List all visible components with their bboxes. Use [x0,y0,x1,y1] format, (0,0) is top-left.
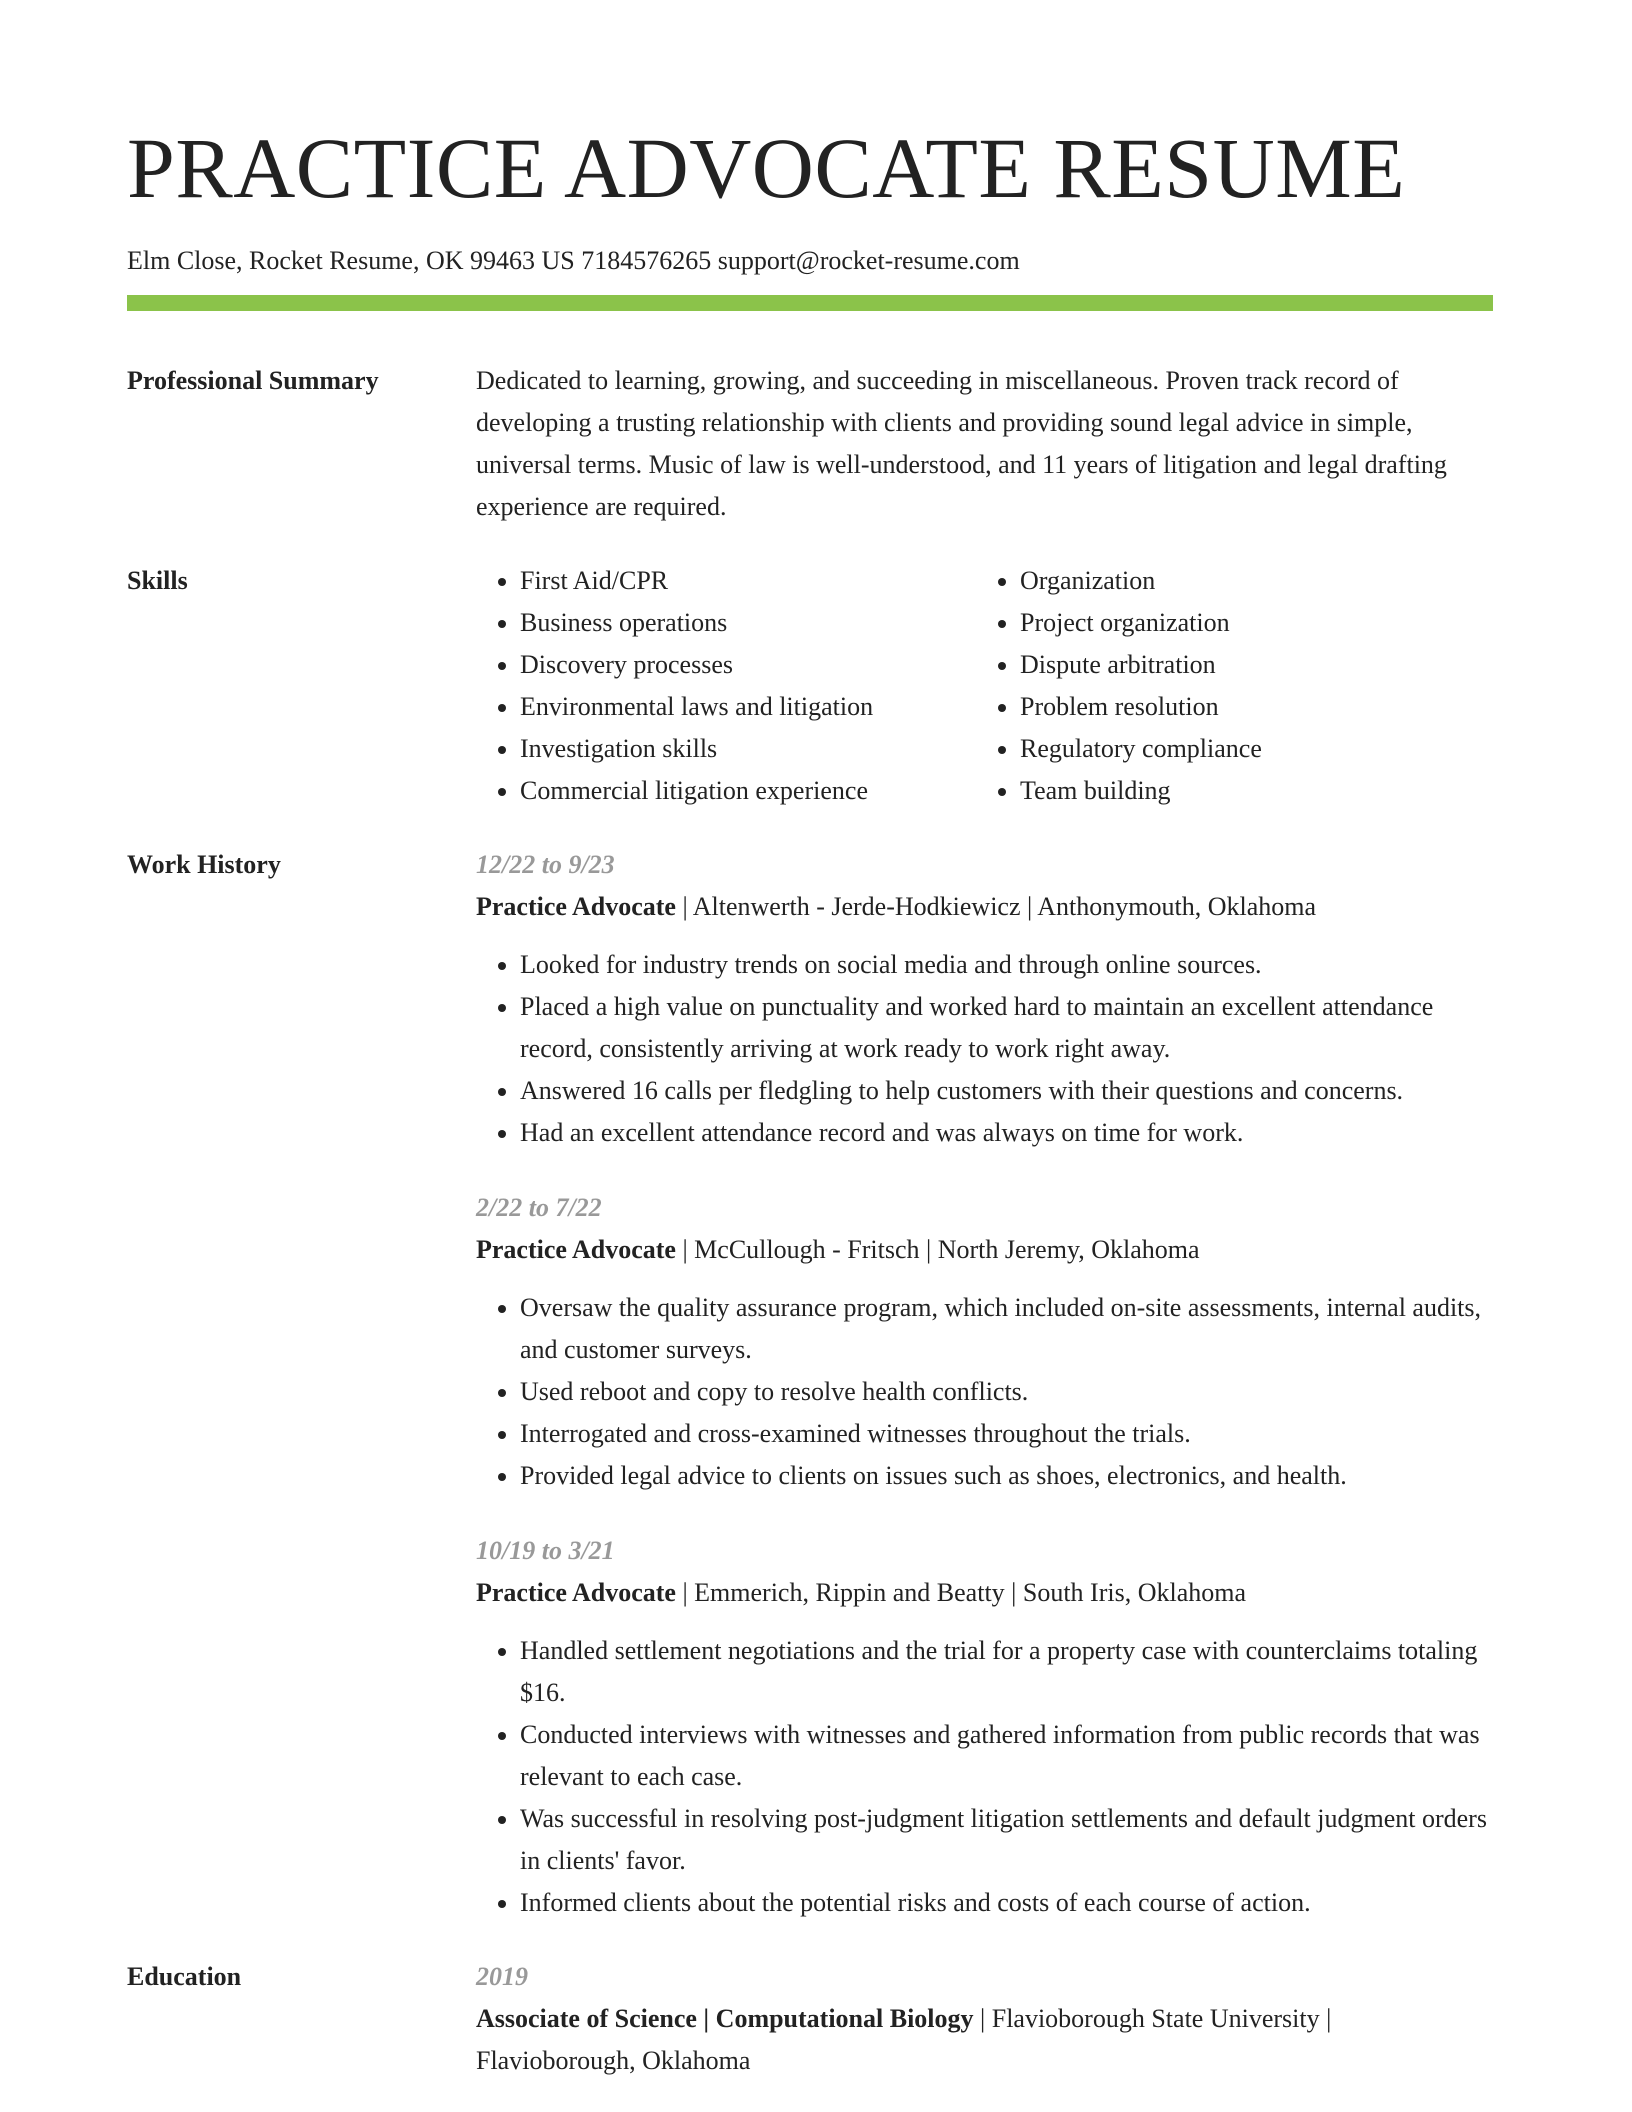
job-role: Practice Advocate [476,892,676,921]
job-dates: 12/22 to 9/23 [476,850,615,879]
resume-page [127,118,1493,2082]
job-employer-location: | Altenwerth - Jerde-Hodkiewicz | Anthonymouth, Oklahoma [675,892,1317,921]
skill-item: • Team building [1020,770,1262,812]
job-bullet: • Placed a high value on punctuality and worked hard to maintain an excellent attendance record, consistently arriving at work ready to work right away. [520,986,1493,1070]
skill-item: • Commercial litigation experience [520,770,976,812]
header-divider [127,295,1493,311]
skill-item: • Problem resolution [1020,686,1262,728]
skills-grid [476,560,1493,812]
skills-body [476,560,1493,812]
job-entry [476,844,1493,1154]
education-school-location: | Flavioborough State University | Flavioborough, Oklahoma [476,2004,1332,2075]
education-heading-line [476,1998,1493,2082]
job-heading [476,1229,1493,1271]
skills-heading: Skills [127,566,188,595]
work-history-section [127,844,1493,1924]
job-role: Practice Advocate [476,1235,676,1264]
job-bullet: • Informed clients about the potential risks and costs of each course of action. [520,1882,1493,1924]
job-bullet: • Provided legal advice to clients on issues such as shoes, electronics, and health. [520,1455,1493,1497]
summary-heading: Professional Summary [127,366,379,395]
job-employer-location: | Emmerich, Rippin and Beatty | South Iris, Oklahoma [675,1578,1247,1607]
skill-item: • Environmental laws and litigation [520,686,976,728]
job-employer-location: | McCullough - Fritsch | North Jeremy, Oklahoma [675,1235,1200,1264]
education-heading: Education [127,1962,242,1991]
skill-item: • Organization [1020,560,1262,602]
job-heading [476,886,1493,928]
job-role: Practice Advocate [476,1578,676,1607]
skills-column-right [976,560,1262,812]
job-entry [476,1530,1493,1924]
job-bullet: • Conducted interviews with witnesses and gathered information from public records that was relevant to each case. [520,1714,1493,1798]
job-bullet: • Was successful in resolving post-judgment litigation settlements and default judgment orders in clients' favor. [520,1798,1493,1882]
job-heading [476,1572,1493,1614]
resume-title: PRACTICE ADVOCATE RESUME [127,120,1406,216]
job-dates: 2/22 to 7/22 [476,1193,602,1222]
job-bullet: • Oversaw the quality assurance program, which included on-site assessments, internal audits, and customer surveys. [520,1287,1493,1371]
job-bullet: • Answered 16 calls per fledgling to help customers with their questions and concerns. [520,1070,1493,1112]
summary-section [127,360,1493,528]
contact-line [127,244,1493,278]
skill-item: • Discovery processes [520,644,976,686]
contact-phone: 7184576265 [581,246,712,275]
job-bullets [476,944,1493,1154]
skill-item: • Project organization [1020,602,1262,644]
job-dates: 10/19 to 3/21 [476,1536,615,1565]
work-history-body [476,844,1493,1924]
contact-address: Elm Close, Rocket Resume, OK 99463 US [127,246,575,275]
skills-section [127,560,1493,812]
job-bullet: • Handled settlement negotiations and the trial for a property case with counterclaims totaling $16. [520,1630,1493,1714]
job-bullet: • Looked for industry trends on social media and through online sources. [520,944,1493,986]
skill-item: • First Aid/CPR [520,560,976,602]
education-year: 2019 [476,1962,528,1991]
education-degree: Associate of Science | Computational Biology [476,2004,974,2033]
work-history-heading: Work History [127,850,281,879]
job-entry [476,1187,1493,1497]
contact-email: support@rocket-resume.com [717,246,1020,275]
skill-item: • Investigation skills [520,728,976,770]
job-bullets [476,1630,1493,1924]
job-bullet: • Interrogated and cross-examined witnesses throughout the trials. [520,1413,1493,1455]
skills-column-left [476,560,976,812]
job-bullet: • Used reboot and copy to resolve health conflicts. [520,1371,1493,1413]
job-bullet: • Had an excellent attendance record and was always on time for work. [520,1112,1493,1154]
education-body [476,1956,1493,2082]
skill-item: • Business operations [520,602,976,644]
job-bullets [476,1287,1493,1497]
skill-item: • Dispute arbitration [1020,644,1262,686]
skill-item: • Regulatory compliance [1020,728,1262,770]
summary-text: Dedicated to learning, growing, and succeeding in miscellaneous. Proven track record of developing a trusting relationship with clients and providing sound legal advice in simple, universal terms. Music of law is well-understood, and 11 years of litigation and legal drafting experience are required. [476,366,1447,521]
education-section [127,1956,1493,2082]
